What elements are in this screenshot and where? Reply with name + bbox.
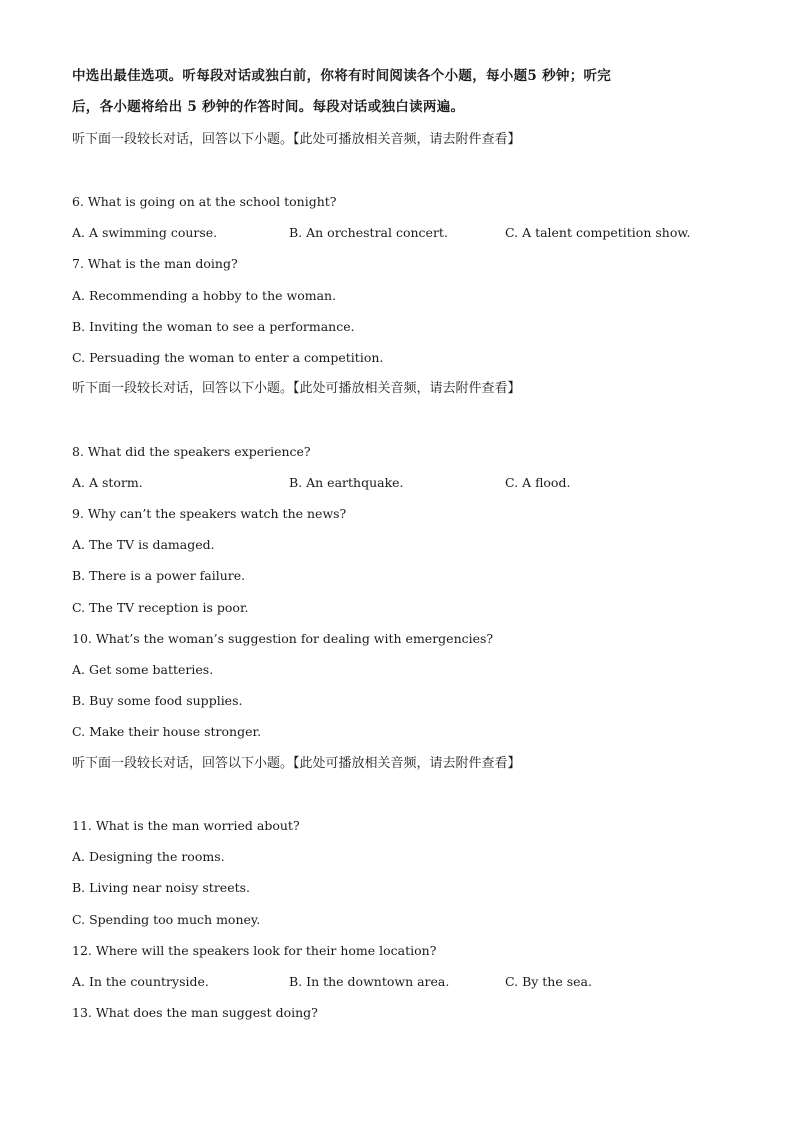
- question-stem: 10. What’s the woman’s suggestion for dealing with emergencies?: [72, 631, 494, 646]
- option-a: A. Get some batteries.: [72, 662, 214, 677]
- intro-line-1: 中选出最佳选项。听每段对话或独白前，你将有时间阅读各个小题，每小题5 秒钟；听完: [72, 68, 612, 84]
- option-c: C. A talent competition show.: [505, 225, 691, 240]
- option-a: A. The TV is damaged.: [72, 537, 215, 552]
- question-stem: 12. Where will the speakers look for their home location?: [72, 943, 437, 958]
- option-c: C. Make their house stronger.: [72, 724, 262, 739]
- option-b: B. An orchestral concert.: [289, 225, 448, 240]
- option-b: B. In the downtown area.: [289, 974, 450, 989]
- option-c: C. The TV reception is poor.: [72, 600, 249, 615]
- section-instruction: 听下面一段较长对话，回答以下小题。【此处可播放相关音频，请去附件查看】: [72, 132, 521, 147]
- option-c: C. By the sea.: [505, 974, 592, 989]
- option-b: B. Living near noisy streets.: [72, 880, 251, 895]
- option-b: B. Inviting the woman to see a performance.: [72, 319, 355, 334]
- option-a: A. In the countryside.: [72, 974, 209, 989]
- option-c: C. Spending too much money.: [72, 912, 261, 927]
- section-instruction: 听下面一段较长对话，回答以下小题。【此处可播放相关音频，请去附件查看】: [72, 381, 521, 396]
- option-a: A. Designing the rooms.: [72, 849, 225, 864]
- question-stem: 11. What is the man worried about?: [72, 818, 300, 833]
- section-instruction: 听下面一段较长对话，回答以下小题。【此处可播放相关音频，请去附件查看】: [72, 756, 521, 771]
- question-stem: 6. What is going on at the school tonight?: [72, 194, 337, 209]
- intro-line-2: 后，各小题将给出 5 秒钟的作答时间。每段对话或独白读两遍。: [72, 99, 465, 115]
- option-c: C. Persuading the woman to enter a competition.: [72, 350, 384, 365]
- option-b: B. An earthquake.: [289, 475, 404, 490]
- option-a: A. A storm.: [72, 475, 143, 490]
- question-stem: 9. Why can’t the speakers watch the news?: [72, 506, 347, 521]
- option-a: A. A swimming course.: [72, 225, 218, 240]
- question-stem: 7. What is the man doing?: [72, 256, 238, 271]
- option-a: A. Recommending a hobby to the woman.: [72, 288, 337, 303]
- option-b: B. Buy some food supplies.: [72, 693, 243, 708]
- question-stem: 13. What does the man suggest doing?: [72, 1005, 318, 1020]
- option-b: B. There is a power failure.: [72, 568, 246, 583]
- option-c: C. A flood.: [505, 475, 571, 490]
- question-stem: 8. What did the speakers experience?: [72, 444, 311, 459]
